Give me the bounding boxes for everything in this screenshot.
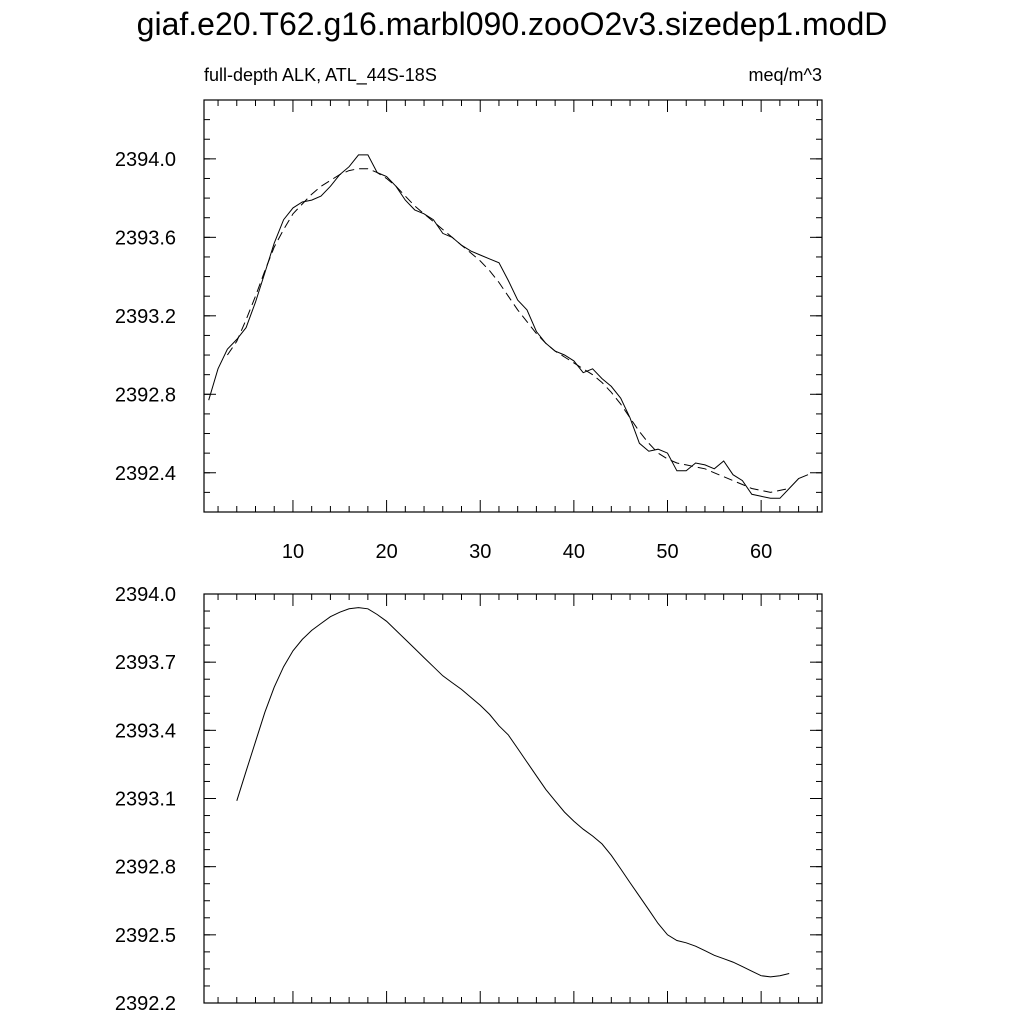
x-tick-label: 10 — [281, 541, 305, 563]
x-tick-label: 50 — [656, 541, 679, 563]
chart-subtitle-left: full-depth ALK, ATL_44S-18S — [204, 65, 437, 85]
y-tick-label: 2392.4 — [114, 462, 176, 485]
plot-frame — [204, 594, 822, 1003]
x-tick-label: 20 — [375, 541, 398, 563]
series-line-dashed — [227, 169, 789, 493]
y-tick-label: 2393.6 — [114, 227, 176, 250]
y-tick-label: 2394.0 — [114, 148, 176, 171]
plot-frame — [204, 100, 822, 512]
y-tick-label: 2393.7 — [114, 652, 176, 675]
y-tick-label: 2393.1 — [114, 788, 176, 811]
y-tick-label: 2392.5 — [114, 924, 176, 947]
y-tick-label: 2394.0 — [114, 584, 176, 606]
page-title: giaf.e20.T62.g16.marbl090.zooO2v3.sizedep1.modD — [136, 6, 888, 42]
y-tick-label: 2393.2 — [114, 305, 176, 328]
series-line-solid — [209, 155, 808, 498]
x-tick-label: 30 — [469, 541, 492, 563]
x-tick-label: 60 — [750, 541, 773, 563]
x-tick-label: 40 — [562, 541, 585, 563]
y-tick-label: 2392.8 — [114, 856, 176, 879]
y-tick-label: 2392.8 — [114, 384, 176, 407]
y-tick-label: 2393.4 — [114, 720, 176, 743]
series-line-solid — [237, 608, 789, 977]
y-tick-label: 2392.2 — [114, 993, 176, 1015]
chart-subtitle-right: meq/m^3 — [748, 65, 822, 85]
